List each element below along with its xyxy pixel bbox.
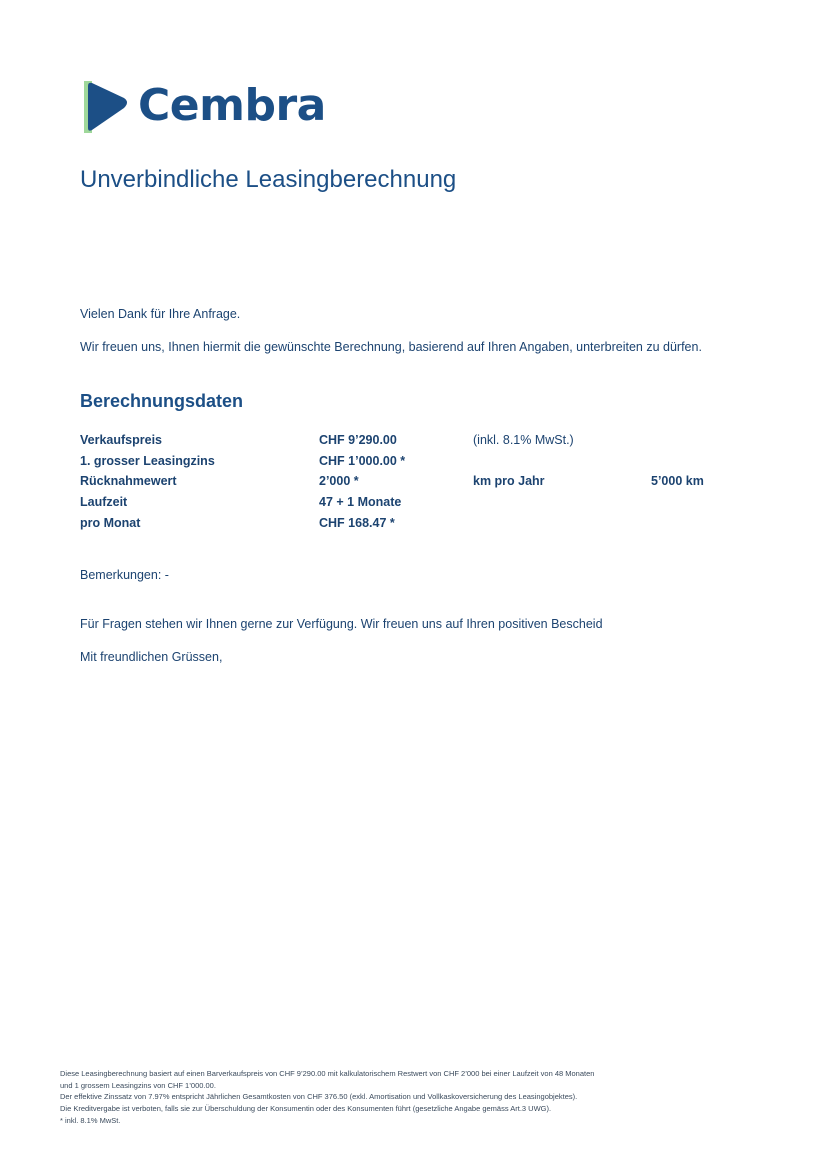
row-extra: (inkl. 8.1% MwSt.) [473, 433, 574, 447]
footer-line: Die Kreditvergabe ist verboten, falls sie zur Überschuldung der Konsumentin oder des Konsumenten führt (gesetzliche Angabe gemäss Art.3 UWG). [60, 1104, 552, 1114]
closing-line-1: Für Fragen stehen wir Ihnen gerne zur Verfügung. Wir freuen uns auf Ihren positiven Bescheid [80, 617, 603, 631]
intro-line-2: Wir freuen uns, Ihnen hiermit die gewünschte Berechnung, basierend auf Ihren Angaben, unterbreiten zu dürfen. [80, 340, 702, 354]
row-pro-monat [80, 516, 720, 536]
row-verkaufspreis [80, 433, 720, 453]
cembra-logo-icon [80, 78, 140, 136]
row-leasingzins [80, 454, 720, 474]
footer-line: * inkl. 8.1% MwSt. [60, 1115, 121, 1125]
row-value: 47 + 1 Monate [319, 495, 402, 509]
row-label: 1. grosser Leasingzins [80, 454, 215, 468]
row-label: Rücknahmewert [80, 474, 177, 488]
row-value: CHF 9’290.00 [319, 433, 397, 447]
row-laufzeit [80, 495, 720, 515]
row-label: Verkaufspreis [80, 433, 162, 447]
row-extra: km pro Jahr [473, 474, 545, 488]
footer-line: Diese Leasingberechnung basiert auf einen Barverkaufspreis von CHF 9’290.00 mit kalkulatorischem Restwert von CHF 2’000 bei einer Laufzeit von 48 Monaten [60, 1069, 595, 1078]
footer-line: Der effektive Zinssatz von 7.97% entspricht Jährlichen Gesamtkosten von CHF 376.50 (exkl. Amortisation und Vollkaskoversicherung des Leasingobjektes). [60, 1092, 578, 1102]
row-value: 2’000 * [319, 474, 359, 488]
intro-line-1: Vielen Dank für Ihre Anfrage. [80, 307, 241, 321]
footer-disclaimer [60, 1068, 760, 1127]
closing-line-2: Mit freundlichen Grüssen, [80, 650, 223, 664]
row-value: CHF 168.47 * [319, 516, 395, 530]
page-title: Unverbindliche Leasingberechnung [80, 166, 457, 193]
row-label: Laufzeit [80, 495, 128, 509]
remarks: Bemerkungen: - [80, 568, 169, 582]
brand-name: Cembra [138, 80, 326, 131]
row-label: pro Monat [80, 516, 141, 530]
row-value: CHF 1’000.00 * [319, 454, 406, 468]
row-ruecknahmewert [80, 474, 720, 494]
footer-line: und 1 grossem Leasingzins von CHF 1’000.00. [60, 1080, 216, 1090]
row-extra-2: 5’000 km [651, 474, 704, 488]
section-title: Berechnungsdaten [80, 391, 244, 411]
